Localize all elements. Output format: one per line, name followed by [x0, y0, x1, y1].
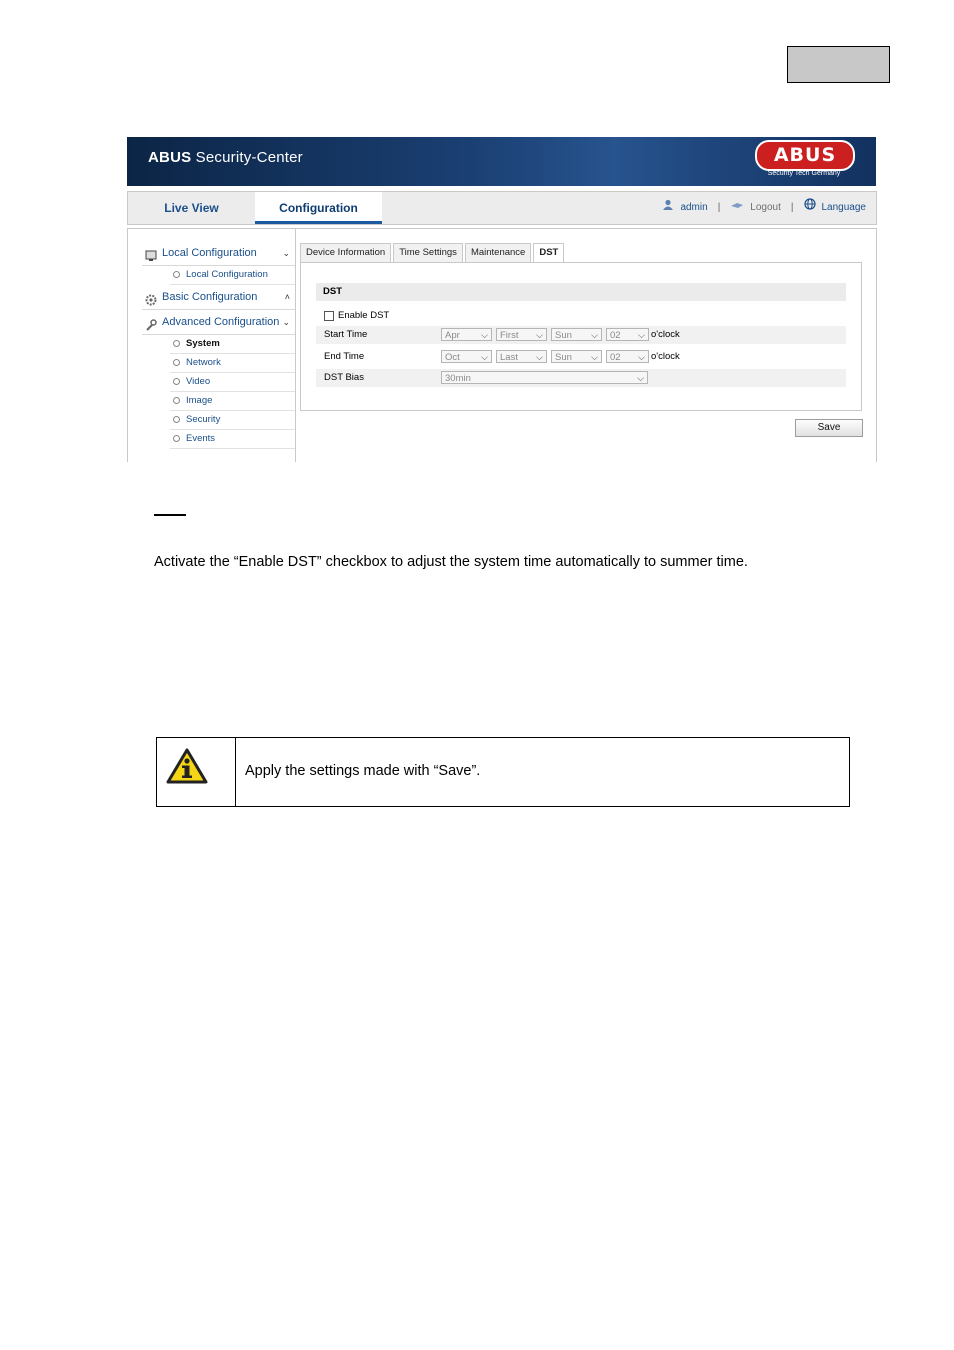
- tab-device-information[interactable]: Device Information: [300, 243, 391, 263]
- globe-icon: [804, 192, 816, 224]
- bullet-icon: [173, 416, 180, 423]
- separator: |: [790, 202, 794, 213]
- config-content: [127, 228, 877, 462]
- instruction-paragraph: Activate the “Enable DST” checkbox to adjust the system time automatically to summer time.: [154, 554, 748, 570]
- user-icon: [662, 192, 674, 224]
- chevron-down-icon: ⌵: [536, 352, 543, 362]
- sidebar-item-events[interactable]: Events: [170, 430, 296, 449]
- sidebar-item-video[interactable]: Video: [170, 373, 296, 392]
- chevron-down-icon: ⌵: [638, 352, 645, 362]
- sidebar-item-local-configuration[interactable]: Local Configuration: [170, 266, 296, 285]
- enable-dst-checkbox-row[interactable]: [324, 310, 389, 321]
- bullet-icon: [173, 359, 180, 366]
- monitor-icon: [145, 247, 157, 259]
- top-navigation: [127, 191, 877, 225]
- start-day-select[interactable]: Sun ⌵: [551, 328, 602, 341]
- bullet-icon: [173, 378, 180, 385]
- chevron-down-icon: ⌄: [282, 248, 290, 258]
- chevron-down-icon: ⌵: [481, 352, 488, 362]
- end-day-select[interactable]: Sun ⌵: [551, 350, 602, 363]
- start-time-label: Start Time: [324, 329, 368, 340]
- bullet-icon: [173, 271, 180, 278]
- config-sidebar: [142, 241, 296, 449]
- info-note-box: [156, 737, 850, 807]
- sidebar-item-image[interactable]: Image: [170, 392, 296, 411]
- bullet-icon: [173, 397, 180, 404]
- sidebar-item-network[interactable]: Network: [170, 354, 296, 373]
- end-week-select[interactable]: Last ⌵: [496, 350, 547, 363]
- save-button[interactable]: Save: [795, 419, 863, 437]
- tab-configuration[interactable]: Configuration: [255, 192, 382, 224]
- tab-live-view[interactable]: Live View: [164, 201, 219, 215]
- chevron-down-icon: ⌄: [282, 317, 290, 327]
- separator: |: [717, 202, 721, 213]
- enable-dst-checkbox[interactable]: [324, 311, 334, 321]
- enable-dst-label: Enable DST: [338, 310, 390, 321]
- note-icon-cell: [157, 738, 236, 806]
- underline-mark: [154, 514, 186, 516]
- logo-tagline: Security Tech Germany: [767, 170, 841, 177]
- settings-tabs: [300, 243, 564, 262]
- sidebar-advanced-configuration[interactable]: Advanced Configuration ⌄: [142, 310, 296, 335]
- end-oclock-label: o'clock: [651, 351, 680, 362]
- chevron-up-icon: ˄: [284, 292, 290, 302]
- header-banner: [127, 137, 876, 186]
- dst-panel: [300, 262, 862, 411]
- sidebar-item-security[interactable]: Security: [170, 411, 296, 430]
- bullet-icon: [173, 435, 180, 442]
- sidebar-local-configuration[interactable]: Local Configuration ⌄: [142, 241, 296, 266]
- dst-bias-label: DST Bias: [324, 372, 364, 383]
- gear-icon: [145, 291, 157, 303]
- sidebar-divider: [295, 229, 296, 462]
- chevron-down-icon: ⌵: [591, 352, 598, 362]
- logo-wordmark: ABUS: [755, 140, 855, 171]
- wrench-icon: [145, 316, 157, 328]
- start-time-row: [316, 326, 846, 344]
- chevron-down-icon: ⌵: [638, 330, 645, 340]
- sidebar-basic-configuration[interactable]: Basic Configuration ˄: [142, 285, 296, 310]
- start-month-select[interactable]: Apr ⌵: [441, 328, 492, 341]
- bullet-icon: [173, 340, 180, 347]
- end-time-label: End Time: [324, 351, 365, 362]
- dst-bias-row: [316, 369, 846, 387]
- username-link[interactable]: admin: [680, 202, 708, 213]
- start-oclock-label: o'clock: [651, 329, 680, 340]
- sidebar-item-system[interactable]: System: [170, 335, 296, 354]
- chevron-down-icon: ⌵: [591, 330, 598, 340]
- tab-time-settings[interactable]: Time Settings: [393, 243, 463, 263]
- end-hour-select[interactable]: 02 ⌵: [606, 350, 649, 363]
- note-text: Apply the settings made with “Save”.: [245, 763, 481, 779]
- chevron-down-icon: ⌵: [536, 330, 543, 340]
- screenshot-web-ui: [127, 137, 877, 462]
- start-hour-select[interactable]: 02 ⌵: [606, 328, 649, 341]
- dst-bias-select[interactable]: 30min ⌵: [441, 371, 648, 384]
- chevron-down-icon: ⌵: [637, 373, 644, 383]
- info-warning-icon: [165, 747, 209, 790]
- tab-dst[interactable]: DST: [533, 243, 564, 263]
- user-menu: [662, 192, 866, 224]
- app-title: ABUS Security-Center: [148, 149, 303, 166]
- abus-logo: [753, 140, 855, 180]
- logout-icon: [730, 192, 744, 224]
- end-time-row: [316, 348, 846, 366]
- chevron-down-icon: ⌵: [481, 330, 488, 340]
- logout-link[interactable]: Logout: [750, 202, 781, 213]
- language-link[interactable]: Language: [821, 202, 866, 213]
- page-number-box: [787, 46, 890, 83]
- tab-maintenance[interactable]: Maintenance: [465, 243, 531, 263]
- start-week-select[interactable]: First ⌵: [496, 328, 547, 341]
- end-month-select[interactable]: Oct ⌵: [441, 350, 492, 363]
- section-title: DST: [316, 283, 846, 301]
